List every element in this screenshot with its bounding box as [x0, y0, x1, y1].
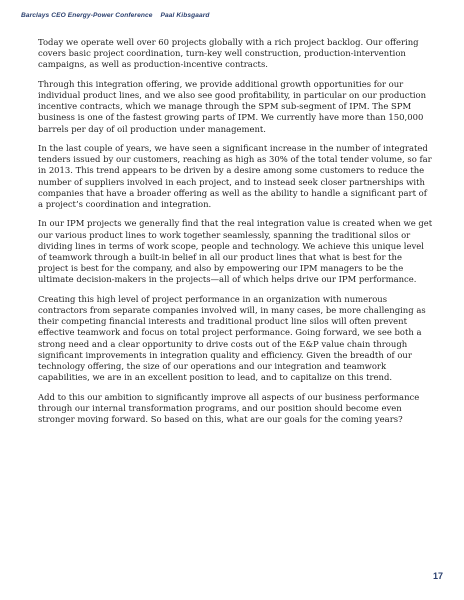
- paragraph-2: Through this integration offering, we provide additional growth opportunities for our individual product lines, and we also see good profitability, in particular on our production incentive contracts, which we manage through the SPM sub-segment of IPM. The SPM business is one of the fastest growing parts of IPM. We currently have more than 150,000 barrels per day of oil production under management.: [38, 78, 427, 134]
- body-text: [38, 37, 433, 433]
- running-header: [21, 12, 210, 19]
- page-number: 17: [432, 571, 443, 581]
- speaker-name: Paal Kibsgaard: [160, 12, 210, 19]
- paragraph-5: Creating this high level of project performance in an organization with numerous contractors from separate companies involved will, in many cases, be more challenging as their competing financial interests and traditional product line silos will often prevent effective teamwork and focus on total project performance. Going forward, we see both a strong need and a clear opportunity to drive costs out of the E&P value chain through significant improvements in integration quality and efficiency. Given the breadth of our technology offering, the size of our operations and our integration and teamwork capabilities, we are in an excellent position to lead, and to capitalize on this trend.: [38, 293, 426, 383]
- conference-title: Barclays CEO Energy-Power Conference: [21, 12, 153, 19]
- paragraph-1: Today we operate well over 60 projects globally with a rich project backlog. Our offering covers basic project coordination, turn-key well construction, production-intervention campaigns, as well as production-incentive contracts.: [38, 37, 419, 70]
- paragraph-6: Add to this our ambition to significantly improve all aspects of our business performance through our internal transformation programs, and our position should become even stronger moving forward. So based on this, what are our goals for the coming years?: [38, 391, 420, 425]
- paragraph-3: In the last couple of years, we have seen a significant increase in the number of integrated tenders issued by our customers, reaching as high as 30% of the total tender volume, so far in 2013. This trend appears to be driven by a desire among some customers to reduce the number of suppliers involved in each project, and to instead seek closer partnerships with companies that have a broader offering as well as the ability to handle a significant part of a project’s coordination and integration.: [38, 143, 432, 210]
- paragraph-4: In our IPM projects we generally find that the real integration value is created when we get our various product lines to work together seamlessly, spanning the traditional silos or dividing lines in terms of work scope, people and technology. We achieve this unique level of teamwork through a built-in belief in all our product lines that what is best for the project is best for the company, and also by empowering our IPM managers to be the ultimate decision-makers in the projects—all of which helps drive our IPM performance.: [38, 218, 433, 285]
